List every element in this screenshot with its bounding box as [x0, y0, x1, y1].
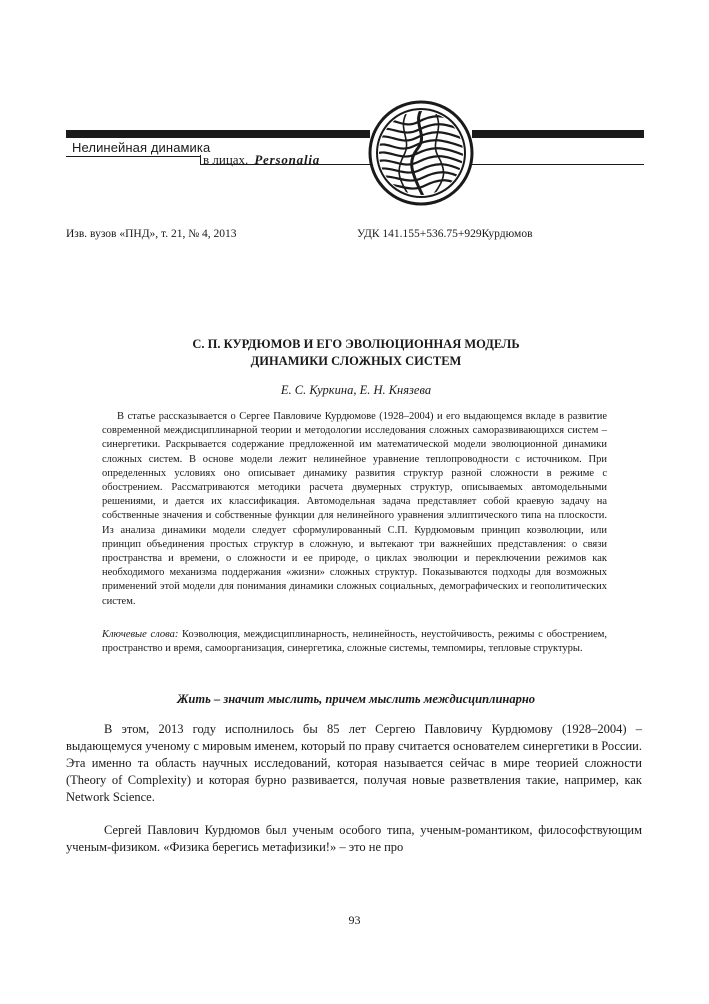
- keywords-text: Коэволюция, междисциплинарность, нелинейность, неустойчивость, режимы с обострением, пространство и время, самоорганизация, синергетика, сложные системы, темпомиры, тепловые структуры.: [102, 629, 607, 655]
- keywords-block: [102, 628, 607, 656]
- journal-reference: Изв. вузов «ПНД», т. 21, № 4, 2013: [66, 228, 237, 240]
- keywords-label: Ключевые слова:: [102, 629, 179, 640]
- section-name: Нелинейная динамика: [72, 140, 211, 155]
- body-paragraph-2: Сергей Павлович Курдюмов был ученым особого типа, ученым-романтиком, философствующим ученым-физиком. «Физика берегись метафизики!» – это не про: [66, 823, 642, 854]
- section-heading: Жить – значит мыслить, причем мыслить междисциплинарно: [176, 692, 536, 706]
- banner-rule-top-right: [472, 130, 644, 138]
- rubric-prefix: в лицах.: [203, 152, 249, 167]
- journal-header-banner: [0, 0, 709, 200]
- banner-rule-bottom-right: [472, 164, 644, 165]
- article-title-line-2: ДИНАМИКИ СЛОЖНЫХ СИСТЕМ: [250, 354, 462, 368]
- rubric-name: Personalia: [254, 152, 321, 167]
- udc-code: УДК 141.155+536.75+929Курдюмов: [357, 228, 533, 240]
- page-number: 93: [348, 913, 361, 927]
- article-title: [66, 336, 646, 370]
- abstract: В статье рассказывается о Сергее Павловиче Курдюмове (1928–2004) и его выдающемся вкладе в развитие современной междисциплинарной теории и методологии исследования сложных саморазвивающихся систем – синергетики. Раскрывается содержание предложенной им математической модели эволюционной динамики сложных систем. В основе модели лежит нелинейное уравнение теплопроводности с источником. При определенных условиях оно описывает динамику развития структур разной сложности в режиме с обострением. Рассматриваются методики расчета двумерных структур, описываемых автомодельными решениями, и дается их классификация. Автомодельная задача представляет собой краевую задачу на собственные значения и собственные функции для нелинейного уравнения эллиптического типа на плоскости. Из анализа динамики модели следует сформулированный С.П. Курдюмовым принцип коэволюции, или принцип объединения простых структур в сложную, и вытекают три важнейших представления: о связи пространства и времени, о сложности и ее природе, о циклах эволюции и переключении режимов как необходимого механизма поддержания «жизни» сложных структур. Показываются подходы для возможных применений этой модели для понимания динамики сложных социальных, демографических и геополитических систем.: [102, 411, 607, 607]
- article-title-line-1: С. П. КУРДЮМОВ И ЕГО ЭВОЛЮЦИОННАЯ МОДЕЛЬ: [192, 337, 520, 351]
- banner-rule-top-left: [66, 130, 370, 138]
- article-authors: Е. С. Куркина, Е. Н. Князева: [280, 383, 432, 397]
- faces-emblem-icon: [368, 100, 474, 206]
- banner-rule-mid: [66, 156, 200, 157]
- body-paragraph-1: В этом, 2013 году исполнилось бы 85 лет Сергею Павловичу Курдюмову (1928–2004) – выдающемуся ученому с мировым именем, который по праву считается основателем синергетики в России. Эта именно та область научных исследований, которая называется сейчас в мире теорией сложности (Theory of Complexity) и которая бурно развивается, получая новые разветвления такие, например, как Network Science.: [66, 722, 642, 804]
- rubric: [203, 152, 320, 168]
